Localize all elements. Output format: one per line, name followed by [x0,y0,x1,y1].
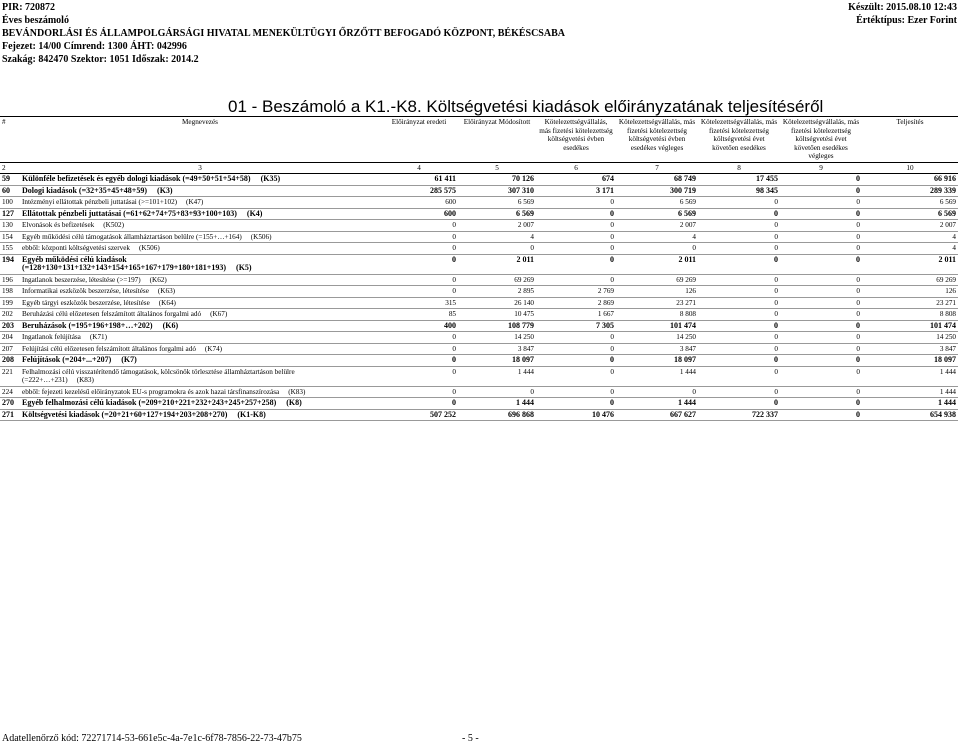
row-value: 0 [780,197,862,209]
row-label [20,174,380,185]
row-value: 0 [536,366,616,386]
row-value: 0 [780,220,862,232]
row-value: 0 [536,398,616,410]
table-row [0,197,958,209]
row-value: 507 252 [380,409,458,421]
row-label [20,274,380,286]
row-name: Ingatlanok beszerzése, létesítése (>=197) [22,275,141,284]
row-value: 69 269 [862,274,958,286]
row-value: 0 [780,320,862,332]
sector-info: Szakág: 842470 Szektor: 1051 Időszak: 2014.2 [2,54,199,65]
row-number: 199 [0,297,20,309]
row-value: 1 444 [616,366,698,386]
row-value: 4 [862,231,958,243]
row-label [20,197,380,209]
row-value: 18 097 [616,355,698,367]
column-number: 4 [417,163,421,172]
row-value: 101 474 [862,320,958,332]
row-value: 0 [698,320,780,332]
row-value: 4 [862,243,958,255]
row-value: 667 627 [616,409,698,421]
row-value: 1 444 [458,366,536,386]
row-value: 6 569 [458,197,536,209]
row-value: 98 345 [698,185,780,197]
row-name: Felhalmozási célú visszatérítendő támogatások, kölcsönök törlesztése államháztartáson belülre [22,367,295,376]
row-value: 3 847 [458,343,536,355]
row-value: 0 [380,398,458,410]
row-label [20,220,380,232]
row-value: 0 [698,286,780,298]
expenditure-table [0,116,958,421]
row-value: 6 569 [458,208,536,220]
row-name: Ellátottak pénzbeli juttatásai (=61+62+74+75+83+93+100+103) [22,208,237,218]
row-name: Intézményi ellátottak pénzbeli juttatásai (>=101+102) [22,198,178,206]
row-value: 0 [536,332,616,344]
row-value: 0 [780,254,862,274]
row-code: (K3) [157,185,173,195]
row-number: 198 [0,286,20,298]
row-value: 18 097 [458,355,536,367]
column-number: 10 [906,163,914,172]
table-row [0,409,958,421]
row-code: (K8) [286,398,302,407]
column-number: 8 [737,163,741,172]
row-value: 69 269 [458,274,536,286]
row-value: 8 808 [862,309,958,321]
row-value: 4 [616,231,698,243]
column-number: 3 [198,163,202,172]
row-value: 0 [616,386,698,398]
row-value: 696 868 [458,409,536,421]
row-number: 154 [0,231,20,243]
row-value: 0 [536,386,616,398]
row-value: 0 [536,355,616,367]
page-number: - 5 - [462,733,479,744]
row-code: (K83) [288,387,306,396]
col-header-commit-next: Kötelezettségvállalás, más fizetési kötelezettség költségvetési évet követően esedékes [700,118,778,152]
row-value: 4 [458,231,536,243]
row-value: 0 [698,231,780,243]
row-value: 3 171 [536,185,616,197]
row-value: 0 [780,174,862,185]
row-name: ebből: fejezeti kezelésű előirányzatok EU-s programokra és azok hazai társfinanszírozása [22,387,280,396]
row-number: 208 [0,355,20,367]
row-number: 202 [0,309,20,321]
row-value: 0 [780,274,862,286]
row-value: 0 [698,309,780,321]
row-value: 600 [380,197,458,209]
row-value: 14 250 [862,332,958,344]
row-value: 0 [536,231,616,243]
row-value: 0 [780,355,862,367]
row-name: Informatikai eszközök beszerzése, létesítése [22,287,149,295]
row-value: 0 [780,208,862,220]
col-header-number: # [2,118,6,126]
row-value: 1 444 [862,398,958,410]
row-value: 126 [862,286,958,298]
row-value: 0 [780,243,862,255]
row-value: 2 769 [536,286,616,298]
row-value: 0 [698,254,780,274]
row-value: 0 [780,297,862,309]
column-number: 6 [574,163,578,172]
row-label [20,332,380,344]
row-value: 2 895 [458,286,536,298]
row-value: 0 [536,220,616,232]
row-value: 0 [698,332,780,344]
row-value: 0 [380,355,458,367]
row-value: 0 [536,243,616,255]
column-header-row [0,117,958,162]
row-value: 0 [780,286,862,298]
row-number: 196 [0,274,20,286]
row-number: 100 [0,197,20,209]
row-value: 0 [698,208,780,220]
row-value: 26 140 [458,297,536,309]
row-value: 2 011 [616,254,698,274]
table-row [0,309,958,321]
row-value: 2 869 [536,297,616,309]
row-name: Felújítási célú előzetesen felszámított általános forgalmi adó [22,344,196,353]
row-value: 17 455 [698,174,780,185]
row-label [20,297,380,309]
row-value: 0 [380,274,458,286]
row-value: 7 305 [536,320,616,332]
row-number: 59 [0,174,20,185]
row-number: 127 [0,208,20,220]
row-label [20,320,380,332]
row-value: 0 [780,343,862,355]
row-name-cont: (=128+130+131+132+143+154+165+167+179+180+181+193) [22,263,227,272]
value-type: Értéktípus: Ezer Forint [856,15,957,26]
row-value: 6 569 [616,208,698,220]
page-title: 01 - Beszámoló a K1.-K8. Költségvetési kiadások előirányzatának teljesítéséről [228,97,824,116]
row-value: 0 [698,343,780,355]
row-value: 6 569 [862,208,958,220]
row-name: Költségvetési kiadások (=20+21+60+127+194+203+208+270) [22,409,228,419]
row-code: (K5) [236,263,252,272]
row-value: 0 [536,208,616,220]
row-value: 307 310 [458,185,536,197]
column-number: 7 [655,163,659,172]
table-row [0,208,958,220]
row-value: 0 [536,197,616,209]
row-value: 300 719 [616,185,698,197]
row-code: (K62) [149,275,167,284]
row-value: 1 444 [862,366,958,386]
row-label [20,243,380,255]
table-row [0,185,958,197]
row-value: 14 250 [458,332,536,344]
row-name: Elvonások és befizetések [22,221,95,229]
row-value: 18 097 [862,355,958,367]
row-value: 10 476 [536,409,616,421]
row-code: (K4) [246,208,263,218]
row-value: 0 [458,243,536,255]
col-header-commit-year: Kötelezettségvállalás, más fizetési kötelezettség költségvetési évben esedékes [539,118,613,152]
row-code: (K83) [76,376,94,384]
row-value: 66 916 [862,174,958,185]
table-row [0,332,958,344]
row-label [20,409,380,421]
table-row [0,254,958,274]
row-value: 0 [698,355,780,367]
row-label [20,254,380,274]
row-value: 68 749 [616,174,698,185]
row-value: 1 667 [536,309,616,321]
created-timestamp: Készült: 2015.08.10 12:43 [848,2,957,13]
row-number: 203 [0,320,20,332]
row-label [20,231,380,243]
row-value: 722 337 [698,409,780,421]
report-type: Éves beszámoló [2,15,69,26]
row-value: 14 250 [616,332,698,344]
row-code: (K35) [260,174,281,183]
row-value: 0 [380,332,458,344]
table-row [0,243,958,255]
table-row [0,231,958,243]
row-value: 0 [698,274,780,286]
row-value: 674 [536,174,616,185]
row-value: 315 [380,297,458,309]
table-row [0,343,958,355]
row-value: 0 [536,254,616,274]
row-number: 270 [0,398,20,410]
row-value: 69 269 [616,274,698,286]
row-value: 1 444 [616,398,698,410]
row-value: 23 271 [862,297,958,309]
row-number: 60 [0,185,20,197]
row-code: (K71) [89,333,108,341]
row-value: 654 938 [862,409,958,421]
row-value: 0 [780,386,862,398]
row-value: 0 [380,366,458,386]
row-value: 2 007 [616,220,698,232]
row-number: 221 [0,366,20,386]
row-label [20,366,380,386]
column-number-row [0,163,958,174]
pir-id: PIR: 720872 [2,2,56,13]
row-value: 8 808 [616,309,698,321]
row-number: 155 [0,243,20,255]
row-value: 0 [536,274,616,286]
row-name: Ingatlanok felújítása [22,333,81,341]
row-value: 0 [380,220,458,232]
row-name: Egyéb működési célú kiadások [22,254,127,264]
row-value: 2 011 [862,254,958,274]
row-value: 0 [536,343,616,355]
row-value: 0 [780,332,862,344]
table-row [0,386,958,398]
row-value: 1 444 [458,398,536,410]
table-row [0,366,958,386]
row-value: 400 [380,320,458,332]
table-row [0,398,958,410]
chapter-info: Fejezet: 14/00 Címrend: 1300 ÁHT: 042996 [2,41,187,52]
row-value: 70 126 [458,174,536,185]
row-code: (K7) [121,355,137,364]
column-number: 5 [495,163,499,172]
col-header-commit-next-final: Kötelezettségvállalás, más fizetési kötelezettség költségvetési évet követően esedékes végleges [782,118,860,160]
row-label [20,185,380,197]
row-value: 1 444 [862,386,958,398]
row-name-cont: (=222+…+231) [22,376,68,384]
row-name: Különféle befizetések és egyéb dologi kiadások (=49+50+51+54+58) [22,174,251,183]
row-label [20,386,380,398]
table-row [0,286,958,298]
row-value: 285 575 [380,185,458,197]
row-value: 3 847 [616,343,698,355]
row-value: 0 [380,343,458,355]
row-number: 204 [0,332,20,344]
row-code: (K6) [162,320,179,330]
row-value: 0 [698,366,780,386]
row-code: (K502) [103,221,124,229]
table-row [0,355,958,367]
row-value: 0 [780,398,862,410]
row-name: Beruházási célú előzetesen felszámított általános forgalmi adó [22,310,202,318]
row-value: 10 475 [458,309,536,321]
row-name: Dologi kiadások (=32+35+45+48+59) [22,185,148,195]
row-name: Beruházások (=195+196+198+…+202) [22,320,153,330]
column-number: 9 [819,163,823,172]
row-number: 224 [0,386,20,398]
row-label [20,398,380,410]
row-code: (K506) [138,244,160,252]
row-value: 3 847 [862,343,958,355]
row-value: 0 [698,220,780,232]
row-value: 6 569 [616,197,698,209]
col-header-completion: Teljesítés [896,118,924,126]
row-value: 0 [780,185,862,197]
row-label [20,355,380,367]
row-value: 2 007 [458,220,536,232]
col-header-name: Megnevezés [182,118,218,126]
row-number: 207 [0,343,20,355]
row-value: 600 [380,208,458,220]
row-value: 0 [780,231,862,243]
row-value: 85 [380,309,458,321]
table-row [0,274,958,286]
table-row [0,320,958,332]
row-number: 130 [0,220,20,232]
row-value: 0 [698,398,780,410]
table-row [0,297,958,309]
row-label [20,309,380,321]
row-code: (K67) [210,310,228,318]
row-value: 0 [780,366,862,386]
row-label [20,286,380,298]
row-value: 0 [698,197,780,209]
row-value: 0 [698,243,780,255]
col-header-commit-year-final: Kötelezettségvállalás, más fizetési kötelezettség költségvetési évben esedékes végleges [618,118,696,152]
row-code: (K1-K8) [237,409,266,419]
row-value: 126 [616,286,698,298]
row-value: 0 [380,386,458,398]
row-value: 0 [380,254,458,274]
row-value: 61 411 [380,174,458,185]
row-value: 0 [380,243,458,255]
row-value: 0 [380,231,458,243]
row-value: 6 569 [862,197,958,209]
row-value: 23 271 [616,297,698,309]
row-name: Egyéb működési célú támogatások államháztartáson belülre (=155+…+164) [22,232,242,241]
row-value: 0 [698,386,780,398]
verification-code: Adatellenőrző kód: 72271714-53-661e5c-4a-7e1c-6f78-7856-22-73-47b75 [2,733,302,744]
row-number: 194 [0,254,20,274]
row-name: Felújítások (=204+...+207) [22,355,112,364]
row-value: 108 779 [458,320,536,332]
row-code: (K506) [250,232,272,241]
row-value: 2 011 [458,254,536,274]
row-value: 289 339 [862,185,958,197]
col-header-original: Előirányzat eredeti [391,118,447,126]
row-code: (K63) [157,287,176,295]
table-row [0,220,958,232]
row-value: 0 [780,309,862,321]
column-number: 2 [2,163,6,172]
organization-name: BEVÁNDORLÁSI ÉS ÁLLAMPOLGÁRSÁGI HIVATAL MENEKÜLTÜGYI ŐRZŐTT BEFOGADÓ KÖZPONT, BÉKÉSCSABA [2,28,565,39]
row-value: 2 007 [862,220,958,232]
row-name: ebből: központi költségvetési szervek [22,244,130,252]
table-row [0,174,958,185]
row-value: 0 [380,286,458,298]
row-value: 0 [458,386,536,398]
row-value: 0 [616,243,698,255]
row-label [20,208,380,220]
row-code: (K47) [186,198,204,206]
row-number: 271 [0,409,20,421]
row-value: 101 474 [616,320,698,332]
row-code: (K64) [158,298,176,307]
row-label [20,343,380,355]
row-code: (K74) [204,344,223,353]
row-value: 0 [780,409,862,421]
row-name: Egyéb felhalmozási célú kiadások (=209+210+221+232+243+245+257+258) [22,398,277,407]
row-name: Egyéb tárgyi eszközök beszerzése, létesítése [22,298,150,307]
col-header-modified: Előirányzat Módosított [463,118,531,126]
row-value: 0 [698,297,780,309]
